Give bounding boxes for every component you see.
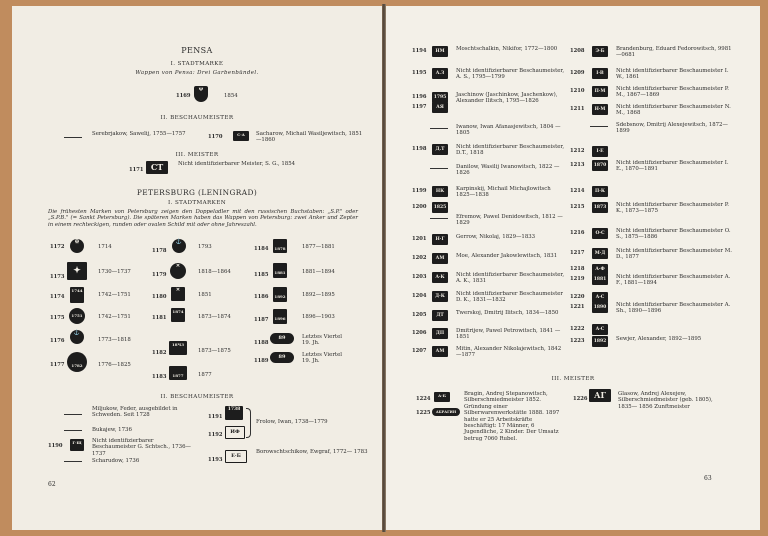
hallmark-1222: А·С [592, 324, 608, 335]
entry-text: Scharudow, 1736 [92, 458, 140, 464]
entry-text: Nicht identifizierbarer Beschaumeister O. S., 1875—1886 [616, 228, 731, 241]
mark-number: 1188 [254, 340, 269, 346]
hallmark-1213: 1870 [592, 160, 608, 171]
mark-number: 1196 [412, 94, 427, 100]
heading-beschaumeister-petersburg: II. BESCHAUMEISTER [160, 394, 234, 400]
mark-number: 1182 [152, 350, 167, 356]
mark-number: 1225 [416, 410, 431, 416]
hallmark-1191: 1738 [225, 406, 243, 420]
right-page [386, 6, 760, 530]
mark-number: 1207 [412, 348, 427, 354]
year-text: 1896—1903 [302, 314, 335, 320]
mark-number: 1206 [412, 330, 427, 336]
mark-number: 1178 [152, 248, 167, 254]
section-title-petersburg: PETERSBURG (LENINGRAD) [136, 188, 258, 197]
anchors-mark-1184: 1878 [273, 239, 287, 253]
mark-number: 1171 [129, 167, 144, 173]
oval-mark-1189: 89 [270, 352, 294, 363]
sheaf-mark-icon: ψ [194, 86, 208, 102]
mark-number: 1172 [50, 244, 65, 250]
entry-text: Danilow, Wasilij Iwanowitsch, 1822 —1826 [456, 164, 560, 177]
anchors-mark-1174: 1744 [70, 287, 84, 303]
mark-number: 1203 [412, 274, 427, 280]
hallmark-1220: А·С [592, 292, 608, 303]
entry-text: Bukajew, 1736 [92, 427, 132, 433]
mark-number: 1190 [48, 443, 63, 449]
no-mark-dash [64, 414, 82, 415]
group-bracket [246, 408, 251, 438]
hallmark-1214: П·К [592, 186, 608, 197]
mark-number: 1198 [412, 146, 427, 152]
hallmark-1207: АМ [432, 346, 448, 357]
hallmark-1217: М·Д [592, 248, 608, 259]
left-page [12, 6, 382, 530]
hallmark-1209: I·В [592, 68, 608, 79]
no-mark-dash [430, 128, 448, 129]
hallmark-1210: П·М [592, 86, 608, 97]
mark-number: 1191 [208, 414, 223, 420]
year-text: 1892—1895 [302, 292, 335, 298]
mark-number: 1175 [50, 315, 65, 321]
anchors-mark-1186: 1892 [273, 287, 287, 302]
mark-number: 1186 [254, 294, 269, 300]
mark-number: 1192 [208, 432, 223, 438]
mark-number: 1194 [412, 48, 427, 54]
entry-text: Nicht identifizierbarer Beschaumeister, D.T., 1818 [456, 144, 565, 157]
no-mark-dash [590, 126, 608, 127]
mark-number: 1202 [412, 255, 427, 261]
entry-text: Jaschinow (Jaschinkow, Jaschenkow), Alexander Ilitsch, 1795—1826 [456, 92, 558, 105]
mark-number: 1174 [50, 294, 65, 300]
entry-text: Twerskoj, Dmitrij Ilitsch, 1834—1850 [456, 310, 559, 316]
hallmark-1226: АГ [589, 389, 611, 402]
mark-number: 1216 [570, 230, 585, 236]
year-text: 1730—1737 [98, 269, 131, 275]
hallmark-1171: СТ [146, 161, 168, 174]
year-text: Letztes Viertel 19. Jh. [302, 334, 342, 347]
mark-number: 1211 [570, 106, 585, 112]
double-eagle-shield-icon: ✦ [67, 262, 87, 280]
hallmark-1223: 1892 [592, 336, 608, 347]
mark-number: 1193 [208, 457, 223, 463]
hallmark-1192: ИФ [225, 426, 245, 439]
entry-text: Nicht identifizierbarer Beschaumeister G. Schtsch., 1736—1737 [92, 438, 191, 457]
year-text: 1742—1751 [98, 314, 131, 320]
hallmark-1203: А·К [432, 272, 448, 283]
entry-text: Sacharow, Michail Wasiljewitsch, 1851 —1860 [256, 131, 363, 144]
page-number: 62 [48, 481, 56, 488]
entry-text: Nicht identifizierbarer Beschaumeister, A. K., 1831 [456, 272, 565, 285]
hallmark-1190-icon: Г·Щ [70, 439, 84, 451]
entry-text: Nicht identifizierbarer Beschaumeister, A. S., 1795—1799 [456, 68, 565, 81]
entry-text: Borowschtschikow, Ewgraf, 1772— 1783 [256, 449, 368, 455]
hallmark-1211: Н·М [592, 104, 608, 115]
mark-number: 1185 [254, 272, 269, 278]
entry-text: Sewjer, Alexander, 1892—1895 [616, 336, 702, 342]
entry-text: Miljukow, Feder, ausgebildet in Schweden. Seit 1728 [92, 406, 178, 419]
mark-number: 1214 [570, 188, 585, 194]
anchors-round-mark-icon: ✕ [170, 263, 186, 279]
no-mark-dash [64, 461, 82, 462]
heading-meister: III. MEISTER [175, 152, 219, 158]
entry-text: Nicht identifizierbarer Meister, S. G., 1854 [178, 161, 296, 167]
wappen-text: Wappen von Pensa: Drei Garbenbündel. [135, 70, 259, 76]
mark-number: 1173 [50, 274, 65, 280]
year-text: Letztes Viertel 19. Jh. [302, 352, 342, 365]
no-mark-dash [64, 430, 82, 431]
heading-stadtmarken: I. STADTMARKEN [167, 200, 226, 206]
mark-number: 1184 [254, 246, 269, 252]
hallmark-1199: НК [432, 186, 448, 197]
hallmark-1215: 1873 [592, 202, 608, 213]
entry-text: Frolow, Iwan, 1738—1779 [256, 419, 328, 425]
entry-text: Glasow, Andrej Alexejew, Silberschmiedmeister (geb. 1805), 1835— 1856 Zunftmeister [618, 391, 713, 410]
year-text: 1877 [198, 372, 212, 378]
anchors-round-mark-icon: ⚓ [70, 330, 84, 344]
heading-meister-petersburg: III. MEISTER [551, 376, 595, 382]
anchors-mark-1175: 1751 [69, 308, 85, 324]
entry-text: Nicht identifizierbarer Beschaumeister I. E., 1870—1891 [616, 160, 729, 173]
hallmark-1196: 1795 [432, 92, 448, 103]
hallmark-1224-icon: А·Б [434, 392, 450, 402]
hallmark-1193: Е·Б [225, 450, 247, 463]
no-mark-dash [430, 168, 448, 169]
year-text: 1873—1875 [198, 348, 231, 354]
hallmark-1194: НМ [432, 46, 448, 57]
year-text: 1877—1881 [302, 244, 335, 250]
mark-number: 1183 [152, 374, 167, 380]
mark-number: 1204 [412, 293, 427, 299]
mark-number: 1181 [152, 315, 167, 321]
page-number: 63 [704, 475, 712, 482]
no-mark-dash [64, 137, 82, 138]
double-eagle-mark-icon: ✠ [70, 239, 84, 253]
year-text: 1854 [224, 93, 238, 99]
mark-number: 1226 [573, 396, 588, 402]
hallmark-1225: АБРАГИН [432, 408, 460, 416]
mark-number: 1189 [254, 358, 269, 364]
entry-text: Nicht identifizierbarer Beschaumeister A. F., 1881—1894 [616, 274, 731, 287]
hallmark-1195: А.З [432, 68, 448, 79]
anchors-mark-1185: 1881 [273, 263, 287, 278]
entry-text: Iwanow, Iwan Afanasjewitsch, 1804 —1805 [456, 124, 561, 137]
mark-number: 1176 [50, 338, 65, 344]
anchors-mark-1187: 1896 [273, 309, 287, 324]
mark-number: 1170 [208, 134, 223, 140]
hallmark-1219: 1881 [592, 274, 608, 285]
mark-number: 1210 [570, 88, 585, 94]
hallmark-1208: Э·Б [592, 46, 608, 57]
anchors-square-mark-icon: ✕ [171, 287, 185, 301]
entry-text: Serebrjakow, Sawelij, 1755—1757 [92, 131, 186, 137]
mark-number: 1197 [412, 104, 427, 110]
hallmark-1218: А·Ф [592, 264, 608, 275]
entry-text: Sdebsnow, Dmitrij Alexejewitsch, 1872—1899 [616, 122, 728, 135]
anchors-round-mark-1177: 1782 [67, 352, 87, 372]
hallmark-1201: Н·Г [432, 234, 448, 245]
hallmark-1212: I·Е [592, 146, 608, 157]
heading-beschaumeister: II. BESCHAUMEISTER [160, 115, 234, 121]
year-text: 1818—1864 [198, 269, 231, 275]
anchors-mark-1183: 1877 [169, 366, 187, 380]
mark-number: 1209 [570, 70, 585, 76]
entry-text: Moe, Alexander Jakowlewitsch, 1831 [456, 253, 558, 259]
hallmark-1200: 1825 [432, 202, 448, 213]
anchors-mark-1181: 1874 [171, 308, 185, 322]
entry-text: Brandenburg, Eduard Fedorowitsch, 9981—0681 [616, 46, 732, 59]
hallmark-1197: АЯ [432, 102, 448, 113]
mark-number: 1179 [152, 272, 167, 278]
year-text: 1881—1894 [302, 269, 335, 275]
hallmark-1205: ДТ [432, 310, 448, 321]
hallmark-1202: АМ [432, 253, 448, 264]
year-text: 1873—1874 [198, 314, 231, 320]
hallmark-1204: Д·К [432, 291, 448, 302]
entry-text: Nicht identifizierbarer Beschaumeister A. Sh., 1890—1896 [616, 302, 731, 315]
oval-mark-1188: 89 [270, 333, 294, 344]
mark-number: 1199 [412, 188, 427, 194]
entry-text: Nicht identifizierbarer Beschaumeister D. K., 1831—1832 [456, 291, 564, 304]
anchors-mark-1182: 18Ч3 [169, 341, 187, 355]
hallmark-1221: 1890 [592, 302, 608, 313]
mark-number: 1224 [416, 396, 431, 402]
mark-number: 1220 [570, 294, 585, 300]
mark-number: 1169 [176, 93, 191, 99]
entry-text: Nicht identifizierbarer Beschaumeister M. D., 1877 [616, 248, 732, 261]
entry-text: Gerrow, Nikolaj, 1829—1833 [456, 234, 536, 240]
year-text: 1776—1825 [98, 362, 131, 368]
mark-number: 1201 [412, 236, 427, 242]
mark-number: 1205 [412, 312, 427, 318]
mark-number: 1219 [570, 276, 585, 282]
no-mark-dash [430, 218, 448, 219]
year-text: 1793 [198, 244, 212, 250]
mark-number: 1217 [570, 250, 585, 256]
entry-text: Nicht identifizierbarer Beschaumeister N. M., 1868 [616, 104, 731, 117]
year-text: 1851 [198, 292, 212, 298]
mark-number: 1177 [50, 362, 65, 368]
mark-number: 1213 [570, 162, 585, 168]
intro-paragraph: Die frühesten Marken von Petersburg zeigen den Doppeladler mit den russischen Buchstaben: „S.P." oder „S.P.B." (= Sankt Petersburg). Die späteren Marken haben das Wappen von Petersburg: zwei Anker und Zepter in einem rechteckigen, runden oder ovalen Schild mit oder ohne Jahreszahl. [48, 209, 358, 228]
entry-text: Nicht identifizierbarer Beschaumeister I. W., 1861 [616, 68, 729, 81]
hallmark-1198: Д.Т 1818 [432, 144, 448, 155]
entry-text: Nicht identifizierbarer Beschaumeister P. M., 1867—1869 [616, 86, 729, 99]
entry-text: Bragin, Andrej Stepanowitsch, Silberschmiedmeister 1852. Gründung einer Silberwarenwerkstätte 1888. 1897 hatte er 25 Arbeitskräfte beschäftigt: 17 Männer, 6 Jugendliche, 2 Kinder. Der Umsatz betrug 7060 Rubel. [464, 391, 560, 442]
entry-text: Nicht identifizierbarer Beschaumeister P. K., 1873—1875 [616, 202, 729, 215]
mark-number: 1200 [412, 204, 427, 210]
entry-text: Efremow, Pawel Denidowitsch, 1812 —1829 [456, 214, 563, 227]
mark-number: 1208 [570, 48, 585, 54]
mark-number: 1223 [570, 338, 585, 344]
year-text: 1714 [98, 244, 112, 250]
hallmark-1170-icon: С·А [233, 131, 249, 141]
mark-number: 1218 [570, 266, 585, 272]
section-title-pensa: PENSA [181, 46, 213, 55]
entry-text: Mitin, Alexander Nikolajewitsch, 1842 —1877 [456, 346, 562, 359]
mark-number: 1221 [570, 304, 585, 310]
mark-number: 1180 [152, 294, 167, 300]
hallmark-1206: ДП [432, 328, 448, 339]
mark-number: 1212 [570, 148, 585, 154]
year-text: 1742—1751 [98, 292, 131, 298]
entry-text: Dmitrijew, Pawel Petrowitsch, 1841 —1851 [456, 328, 561, 341]
entry-text: Moschtschalkin, Nikifor, 1772—1800 [456, 46, 558, 52]
year-text: 1773—1818 [98, 337, 131, 343]
mark-number: 1222 [570, 326, 585, 332]
entry-text: Karpinskij, Michail Michajlowitsch 1825—1838 [456, 186, 551, 199]
mark-number: 1215 [570, 204, 585, 210]
heading-stadtmarke: I. STADTMARKE [170, 61, 224, 67]
mark-number: 1195 [412, 70, 427, 76]
anchors-round-mark-icon: ⚓ [172, 239, 186, 253]
mark-number: 1187 [254, 317, 269, 323]
hallmark-1216: О·С [592, 228, 608, 239]
